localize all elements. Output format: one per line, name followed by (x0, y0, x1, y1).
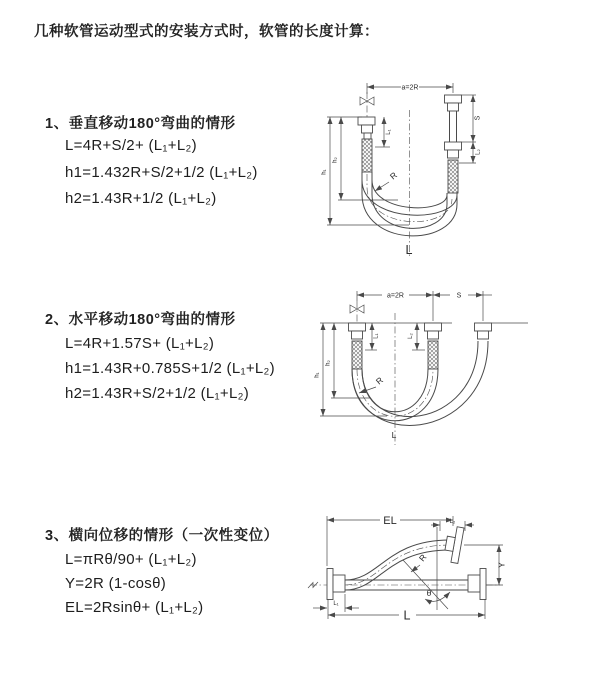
right-pipe-fitting (475, 323, 492, 339)
valve-icon (350, 301, 364, 323)
dim-label-h1: h₁ (321, 169, 328, 175)
formula-2-l: L=4R+1.57S+ (L₁+L₂) (65, 335, 215, 352)
dimension-s (433, 291, 492, 321)
diagram-vertical-180-bend (313, 72, 600, 270)
formula-2-h2: h2=1.43R+S/2+1/2 (L₁+L₂) (65, 385, 250, 402)
dim-label-h2: h₂ (332, 157, 339, 163)
section-2-heading: 2、水平移动180°弯曲的情形 (45, 312, 236, 328)
formula-3-y: Y=2R (1-cosθ) (65, 575, 167, 592)
dim-label-l1: L₁ (333, 601, 339, 607)
section-1-heading: 1、垂直移动180°弯曲的情形 (45, 116, 236, 132)
dim-label-l2: L₂ (475, 149, 482, 155)
page-title: 几种软管运动型式的安装方式时，软管的长度计算： (34, 24, 379, 40)
dim-label-s: S (474, 115, 482, 121)
radius-leader (375, 170, 399, 191)
dimension-l2 (459, 142, 482, 163)
dim-label-l: L (403, 608, 411, 623)
angle-label: θ (426, 588, 432, 598)
formula-1-h2: h2=1.43R+1/2 (L₁+L₂) (65, 190, 217, 207)
dimension-l1 (365, 323, 380, 350)
dim-label-a2r: a=2R (387, 292, 404, 300)
formula-1-l: L=4R+S/2+ (L₁+L₂) (65, 137, 197, 154)
dimension-l2 (431, 519, 474, 531)
formula-3-el: EL=2Rsinθ+ (L₁+L₂) (65, 599, 204, 616)
dim-label-l1: L₁ (373, 333, 380, 339)
dimension-s (462, 95, 482, 142)
dim-label-y: Y (496, 562, 507, 568)
dimension-l1 (313, 594, 359, 612)
label-radius: R (373, 374, 385, 387)
valve-icon (360, 92, 374, 117)
hose-u-bend (352, 341, 488, 425)
dim-label-l1: L₁ (386, 129, 392, 135)
left-pipe-fitting (358, 117, 375, 172)
label-length: L (405, 243, 413, 257)
label-radius: R (387, 169, 399, 182)
diagram-lateral-displacement (300, 498, 600, 646)
hose-s-curve (345, 540, 450, 590)
section-3-heading: 3、横向位移的情形（一次性变位） (45, 528, 279, 544)
formula-2-h1: h1=1.43R+0.785S+1/2 (L₁+L₂) (65, 360, 275, 377)
formula-3-l: L=πRθ/90+ (L₁+L₂) (65, 551, 197, 568)
displaced-flange (443, 525, 464, 563)
dimension-l2 (408, 323, 425, 350)
formula-1-h1: h1=1.432R+S/2+1/2 (L₁+L₂) (65, 164, 258, 181)
dim-label-h1: h₁ (314, 372, 321, 378)
middle-pipe-fitting (425, 323, 442, 369)
dim-label-l2: L₂ (449, 519, 456, 525)
right-flange (468, 569, 486, 600)
diagram-horizontal-180-bend (312, 283, 600, 460)
label-length: L (391, 430, 397, 440)
dimension-l1 (375, 117, 392, 147)
dim-label-h2: h₂ (325, 360, 332, 366)
right-pipe-fitting (445, 95, 462, 193)
dim-label-el: EL (383, 515, 397, 527)
left-pipe-fitting (349, 323, 366, 369)
angle-construction-line (403, 560, 448, 609)
left-flange (327, 569, 345, 600)
dimension-a2r (367, 83, 453, 94)
dim-label-a2r: a=2R (401, 84, 419, 92)
dim-label-l2: L₂ (408, 333, 414, 339)
dim-label-s: S (456, 292, 462, 300)
dimension-l (328, 599, 485, 623)
label-radius: R (416, 552, 429, 564)
